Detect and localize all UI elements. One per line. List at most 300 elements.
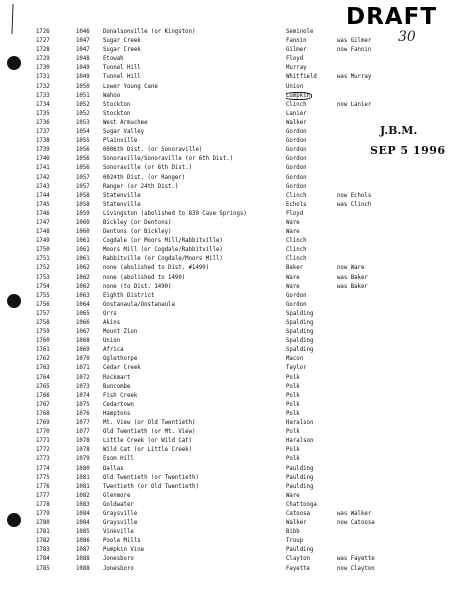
- district-number: 1058: [76, 192, 90, 199]
- row-id: 1781: [36, 529, 50, 536]
- table-row: [0, 292, 457, 301]
- county-note: was Clinch: [337, 201, 372, 208]
- row-id: 1773: [36, 456, 50, 463]
- table-row: [0, 528, 457, 537]
- district-name: Sugar Creek: [103, 47, 141, 54]
- row-id: 1764: [36, 374, 50, 381]
- district-name: Etowah: [103, 56, 124, 63]
- row-id: 1749: [36, 238, 50, 245]
- district-number: 1050: [76, 83, 90, 90]
- county-note: was Baker: [337, 274, 368, 281]
- district-number: 1071: [76, 365, 90, 372]
- county-note: was Baker: [337, 283, 368, 290]
- row-id: 1774: [36, 465, 50, 472]
- district-number: 1084: [76, 510, 90, 517]
- row-id: 1775: [36, 474, 50, 481]
- table-row: [0, 137, 457, 146]
- county-name: Clinch: [286, 238, 307, 245]
- district-name: 0006th Dist. (or Sonoraville): [103, 147, 203, 154]
- county-name: Lumpkin: [286, 92, 310, 99]
- county-name: Haralson: [286, 438, 314, 445]
- row-id: 1785: [36, 565, 50, 572]
- county-name: Echols: [286, 201, 307, 208]
- table-row: [0, 283, 457, 292]
- table-row: [0, 128, 457, 137]
- district-number: 1082: [76, 492, 90, 499]
- table-row: [0, 219, 457, 228]
- table-row: [0, 164, 457, 173]
- district-name: Old Twentieth (or Mt. View): [103, 429, 196, 436]
- county-name: Polk: [286, 383, 300, 390]
- table-row: [0, 419, 457, 428]
- district-number: 1081: [76, 483, 90, 490]
- table-row: [0, 401, 457, 410]
- county-name: Polk: [286, 392, 300, 399]
- county-name: Floyd: [286, 210, 304, 217]
- table-row: [0, 310, 457, 319]
- table-row: [0, 355, 457, 364]
- district-number: 1061: [76, 247, 90, 254]
- row-id: 1761: [36, 347, 50, 354]
- district-number: 1048: [76, 56, 90, 63]
- district-number: 1054: [76, 129, 90, 136]
- row-id: 1770: [36, 429, 50, 436]
- draft-label: DRAFT: [346, 4, 438, 30]
- row-id: 1772: [36, 447, 50, 454]
- county-name: Taylor: [286, 365, 307, 372]
- county-name: Spalding: [286, 347, 314, 354]
- district-number: 1061: [76, 238, 90, 245]
- row-id: 1763: [36, 365, 50, 372]
- row-id: 1726: [36, 29, 50, 35]
- table-row: [0, 210, 457, 219]
- table-row: [0, 410, 457, 419]
- district-number: 1058: [76, 201, 90, 208]
- county-note: now Catoosa: [337, 520, 375, 527]
- table-row: [0, 437, 457, 446]
- county-name: Lanier: [286, 110, 307, 117]
- row-id: 1734: [36, 101, 50, 108]
- table-row: [0, 246, 457, 255]
- row-id: 1751: [36, 256, 50, 263]
- district-name: Wild Cat (or Little Creek): [103, 447, 193, 454]
- row-id: 1759: [36, 329, 50, 336]
- district-number: 1061: [76, 256, 90, 263]
- district-name: Moors Mill (or Cogdale/Rabbitville): [103, 247, 223, 254]
- county-name: Paulding: [286, 465, 314, 472]
- table-row: [0, 28, 457, 37]
- district-name: Sonoraville/Sonoraville (or 6th Dist.): [103, 156, 234, 163]
- row-id: 1748: [36, 229, 50, 236]
- county-name: Murray: [286, 65, 307, 72]
- county-note: now Ware: [337, 265, 365, 272]
- table-row: [0, 383, 457, 392]
- row-id: 1727: [36, 38, 50, 45]
- row-id: 1735: [36, 110, 50, 117]
- table-row: [0, 364, 457, 373]
- county-name: Ware: [286, 274, 300, 281]
- district-name: Rabbitville (or Cogdale/Moors Mill): [103, 256, 223, 263]
- row-id: 1747: [36, 219, 50, 226]
- district-number: 1047: [76, 38, 90, 45]
- table-row: [0, 346, 457, 355]
- district-name: Goldwater: [103, 501, 134, 508]
- district-name: Plainville: [103, 138, 138, 145]
- table-row: [0, 328, 457, 337]
- table-row: [0, 83, 457, 92]
- district-number: 1067: [76, 329, 90, 336]
- row-id: 1776: [36, 483, 50, 490]
- district-number: 1047: [76, 47, 90, 54]
- district-number: 1056: [76, 156, 90, 163]
- county-name: Troup: [286, 538, 304, 545]
- county-name: Gordon: [286, 138, 307, 145]
- row-id: 1745: [36, 201, 50, 208]
- row-id: 1754: [36, 283, 50, 290]
- district-number: 1069: [76, 347, 90, 354]
- county-note: was Fayette: [337, 556, 375, 563]
- district-name: Statenville: [103, 201, 141, 208]
- district-name: Dallas: [103, 465, 124, 472]
- table-row: [0, 46, 457, 55]
- district-number: 1062: [76, 274, 90, 281]
- row-id: 1746: [36, 210, 50, 217]
- table-row: [0, 192, 457, 201]
- row-id: 1743: [36, 183, 50, 190]
- row-id: 1742: [36, 174, 50, 181]
- row-id: 1730: [36, 65, 50, 72]
- county-name: Polk: [286, 447, 300, 454]
- district-number: 1078: [76, 447, 90, 454]
- district-name: Eighth District: [103, 292, 155, 299]
- county-note: was Gilmer: [337, 38, 372, 45]
- district-name: Esom Hill: [103, 456, 134, 463]
- county-name: Polk: [286, 410, 300, 417]
- row-id: 1750: [36, 247, 50, 254]
- table-row: [0, 501, 457, 510]
- row-id: 1767: [36, 401, 50, 408]
- district-number: 1049: [76, 74, 90, 81]
- table-row: [0, 446, 457, 455]
- table-row: [0, 374, 457, 383]
- county-name: Whitfield: [286, 74, 317, 81]
- row-id: 1731: [36, 74, 50, 81]
- district-number: 1086: [76, 538, 90, 545]
- county-name: Seminole: [286, 29, 314, 35]
- county-name: Clayton: [286, 556, 310, 563]
- table-row: [0, 146, 457, 155]
- county-note: now Echols: [337, 192, 372, 199]
- district-number: 1074: [76, 392, 90, 399]
- district-name: Rockmart: [103, 374, 131, 381]
- district-number: 1088: [76, 565, 90, 572]
- district-number: 1072: [76, 374, 90, 381]
- county-note: now Clayton: [337, 565, 375, 572]
- table-row: [0, 537, 457, 546]
- county-name: Spalding: [286, 310, 314, 317]
- table-row: [0, 301, 457, 310]
- row-id: 1755: [36, 292, 50, 299]
- district-name: Twentieth (or Old Twentieth): [103, 483, 199, 490]
- district-number: 1081: [76, 474, 90, 481]
- table-row: [0, 546, 457, 555]
- table-row: [0, 492, 457, 501]
- row-id: 1744: [36, 192, 50, 199]
- row-id: 1780: [36, 520, 50, 527]
- county-name: Clinch: [286, 101, 307, 108]
- county-note: was Murray: [337, 74, 372, 81]
- district-number: 1060: [76, 229, 90, 236]
- district-number: 1056: [76, 147, 90, 154]
- district-name: Cedar Creek: [103, 365, 141, 372]
- district-name: Bickley (or Dentons): [103, 219, 172, 226]
- stamp-initials: J.B.M.: [380, 124, 418, 137]
- county-name: Bibb: [286, 529, 300, 536]
- table-row: [0, 455, 457, 464]
- district-name: Old Twentieth (or Twentieth): [103, 474, 199, 481]
- table-row: [0, 465, 457, 474]
- district-number: 1060: [76, 219, 90, 226]
- district-name: Cogdale (or Moors Mill/Rabbitville): [103, 238, 223, 245]
- county-note: now Fannin: [337, 47, 372, 54]
- row-id: 1760: [36, 338, 50, 345]
- county-name: Baker: [286, 265, 304, 272]
- district-name: Little Creek (or Wild Cat): [103, 438, 193, 445]
- county-name: Ware: [286, 492, 300, 499]
- district-number: 1056: [76, 165, 90, 172]
- row-id: 1778: [36, 501, 50, 508]
- district-name: Union: [103, 338, 121, 345]
- county-name: Fayette: [286, 565, 310, 572]
- district-number: 1080: [76, 465, 90, 472]
- table-row: [0, 174, 457, 183]
- district-name: Donalsonville (or Kingston): [103, 29, 196, 35]
- district-name: Oostanaula/Oostanaula: [103, 301, 175, 308]
- district-number: 1088: [76, 556, 90, 563]
- district-number: 1075: [76, 401, 90, 408]
- district-name: Stockton: [103, 101, 131, 108]
- district-number: 1052: [76, 101, 90, 108]
- district-name: Hamptons: [103, 410, 131, 417]
- district-name: 0024th Dist. (or Ranger): [103, 174, 186, 181]
- district-name: Oglethorpe: [103, 356, 138, 363]
- county-name: Polk: [286, 401, 300, 408]
- district-name: Mt. View (or Old Twentieth): [103, 420, 196, 427]
- district-number: 1055: [76, 138, 90, 145]
- row-id: 1738: [36, 138, 50, 145]
- table-row: [0, 110, 457, 119]
- county-name: Gordon: [286, 147, 307, 154]
- county-note: was Walker: [337, 510, 372, 517]
- county-name: Spalding: [286, 338, 314, 345]
- district-number: 1065: [76, 310, 90, 317]
- table-row: [0, 337, 457, 346]
- county-name: Gordon: [286, 129, 307, 136]
- table-row: [0, 55, 457, 64]
- table-row: [0, 519, 457, 528]
- row-id: 1737: [36, 129, 50, 136]
- district-number: 1063: [76, 292, 90, 299]
- district-name: Buncombe: [103, 383, 131, 390]
- district-name: Livingston (abolished to 839 Cave Springs): [103, 210, 247, 217]
- table-row: [0, 274, 457, 283]
- county-name: Ware: [286, 229, 300, 236]
- district-name: Sugar Valley: [103, 129, 145, 136]
- row-id: 1756: [36, 301, 50, 308]
- row-id: 1741: [36, 165, 50, 172]
- row-id: 1757: [36, 310, 50, 317]
- row-id: 1728: [36, 47, 50, 54]
- county-name: Polk: [286, 456, 300, 463]
- county-name: Chattooga: [286, 501, 317, 508]
- district-name: West Armuchee: [103, 119, 148, 126]
- district-name: Sugar Creek: [103, 38, 141, 45]
- county-name: Macon: [286, 356, 304, 363]
- district-name: Orrs: [103, 310, 117, 317]
- row-id: 1732: [36, 83, 50, 90]
- table-row: [0, 155, 457, 164]
- county-name: Polk: [286, 429, 300, 436]
- district-name: Mount Zion: [103, 329, 138, 336]
- county-name: Gordon: [286, 165, 307, 172]
- table-row: [0, 64, 457, 73]
- table-row: [0, 555, 457, 564]
- district-name: none (to Dist. 1490): [103, 283, 172, 290]
- district-number: 1068: [76, 338, 90, 345]
- county-name: Gordon: [286, 156, 307, 163]
- county-name: Paulding: [286, 483, 314, 490]
- table-row: [0, 510, 457, 519]
- district-number: 1059: [76, 210, 90, 217]
- row-id: 1758: [36, 320, 50, 326]
- row-id: 1729: [36, 56, 50, 63]
- district-name: Graysville: [103, 520, 138, 527]
- district-name: Tunnel Hill: [103, 74, 141, 81]
- stamp-date: SEP 5 1996: [370, 144, 446, 157]
- district-number: 1062: [76, 265, 90, 272]
- county-name: Gordon: [286, 292, 307, 299]
- district-number: 1064: [76, 301, 90, 308]
- table-row: [0, 428, 457, 437]
- row-id: 1768: [36, 410, 50, 417]
- district-list: [0, 28, 457, 574]
- table-row: [0, 201, 457, 210]
- district-name: Ranger (or 24th Dist.): [103, 183, 179, 190]
- district-number: 1062: [76, 283, 90, 290]
- district-number: 1046: [76, 29, 90, 35]
- county-name: Haralson: [286, 420, 314, 427]
- table-row: [0, 119, 457, 128]
- district-number: 1077: [76, 429, 90, 436]
- county-name: Ware: [286, 283, 300, 290]
- county-name: Fannin: [286, 38, 307, 45]
- county-name: Floyd: [286, 56, 304, 63]
- district-name: Jonesboro: [103, 565, 134, 572]
- district-number: 1083: [76, 501, 90, 508]
- row-id: 1782: [36, 538, 50, 545]
- county-name: Polk: [286, 374, 300, 381]
- table-row: [0, 183, 457, 192]
- county-note: now Lanier: [337, 101, 372, 108]
- table-row: [0, 392, 457, 401]
- row-id: 1740: [36, 156, 50, 163]
- table-row: [0, 92, 457, 101]
- county-name: Spalding: [286, 320, 314, 326]
- district-number: 1051: [76, 92, 90, 99]
- table-row: [0, 101, 457, 110]
- table-row: [0, 255, 457, 264]
- table-row: [0, 264, 457, 273]
- county-name: Paulding: [286, 474, 314, 481]
- county-name: Gordon: [286, 183, 307, 190]
- table-row: [0, 237, 457, 246]
- row-id: 1762: [36, 356, 50, 363]
- district-name: Africa: [103, 347, 124, 354]
- county-name: Spalding: [286, 329, 314, 336]
- district-name: Akins: [103, 320, 121, 326]
- county-name: Clinch: [286, 247, 307, 254]
- district-name: Dentons (or Bickley): [103, 229, 172, 236]
- county-name: Gordon: [286, 174, 307, 181]
- row-id: 1779: [36, 510, 50, 517]
- county-name: Gilmer: [286, 47, 307, 54]
- district-name: Fish Creek: [103, 392, 138, 399]
- district-name: Glenmore: [103, 492, 131, 499]
- table-row: [0, 73, 457, 82]
- row-id: 1765: [36, 383, 50, 390]
- row-id: 1771: [36, 438, 50, 445]
- district-name: Pumpkin Vine: [103, 547, 145, 554]
- district-name: Cedartown: [103, 401, 134, 408]
- district-name: Vineville: [103, 529, 134, 536]
- row-id: 1733: [36, 92, 50, 99]
- district-number: 1057: [76, 174, 90, 181]
- county-name: Ware: [286, 219, 300, 226]
- district-name: none (abolished to 1490): [103, 274, 186, 281]
- table-row: [0, 565, 457, 574]
- district-number: 1079: [76, 456, 90, 463]
- district-name: Stockton: [103, 110, 131, 117]
- district-number: 1085: [76, 529, 90, 536]
- district-number: 1053: [76, 119, 90, 126]
- row-id: 1739: [36, 147, 50, 154]
- district-number: 1049: [76, 65, 90, 72]
- district-number: 1066: [76, 320, 90, 326]
- county-name: Gordon: [286, 301, 307, 308]
- district-number: 1087: [76, 547, 90, 554]
- county-name: Paulding: [286, 547, 314, 554]
- county-name: Walker: [286, 520, 307, 527]
- draft-page-number: 30: [398, 29, 416, 45]
- table-row: [0, 228, 457, 237]
- district-name: Tunnel Hill: [103, 65, 141, 72]
- table-row: [0, 483, 457, 492]
- district-number: 1084: [76, 520, 90, 527]
- county-name: Clinch: [286, 256, 307, 263]
- district-number: 1052: [76, 110, 90, 117]
- row-id: 1784: [36, 556, 50, 563]
- district-name: none (abolished to Dist. #1490): [103, 265, 210, 272]
- county-name: Union: [286, 83, 304, 90]
- county-name: Catoosa: [286, 510, 310, 517]
- row-id: 1752: [36, 265, 50, 272]
- row-id: 1736: [36, 119, 50, 126]
- row-id: 1777: [36, 492, 50, 499]
- district-number: 1076: [76, 410, 90, 417]
- district-number: 1077: [76, 420, 90, 427]
- table-row: [0, 37, 457, 46]
- row-id: 1769: [36, 420, 50, 427]
